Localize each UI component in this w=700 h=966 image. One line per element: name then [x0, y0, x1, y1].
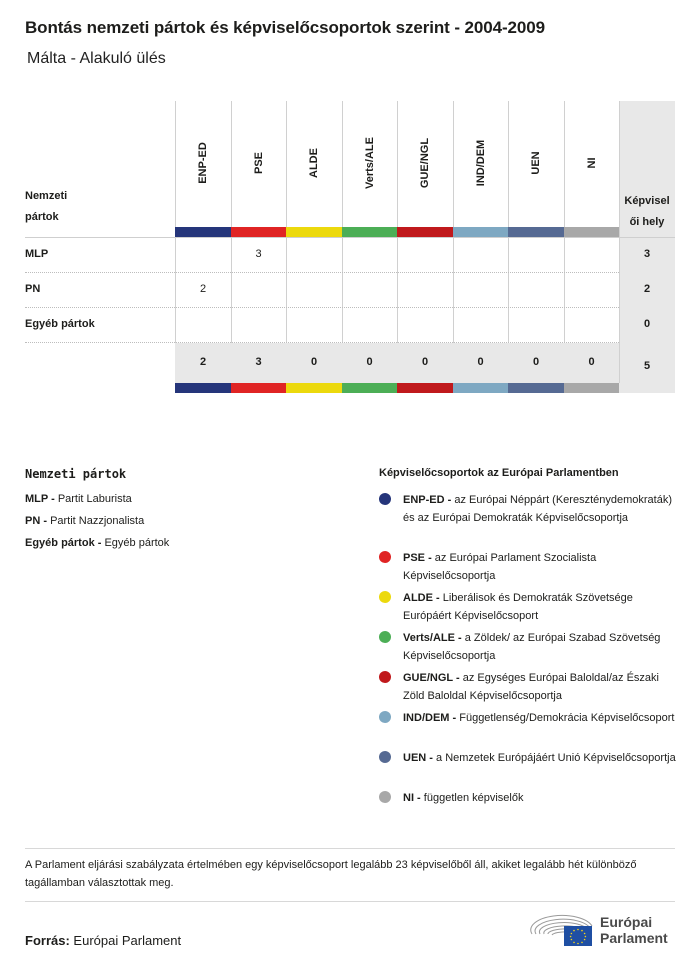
table-cell: 3 — [255, 248, 262, 260]
hemicycle-icon — [530, 912, 594, 952]
row-divider — [25, 237, 675, 238]
row-label: Egyéb pártok — [25, 318, 95, 330]
group-color-dot-icon — [379, 711, 391, 723]
column-header-label: NI — [585, 157, 598, 169]
source-label: Forrás: — [25, 933, 70, 948]
group-color-bar — [564, 227, 620, 237]
logo-line1: Európai — [600, 914, 653, 930]
group-color-bar — [564, 383, 620, 393]
seats-header-line1: Képvisel — [624, 195, 670, 207]
row-header — [25, 186, 67, 228]
group-color-bar — [286, 227, 342, 237]
legend-text — [403, 749, 678, 767]
group-color-bar — [453, 383, 509, 393]
legend-name: az Európai Néppárt (Kereszténydemokraták) és az Európai Demokraták Képviselőcsoportja — [403, 494, 673, 524]
legend-national-title: Nemzeti pártok — [25, 467, 127, 481]
column-header-label: IND/DEM — [474, 139, 487, 187]
column-header-label: GUE/NGL — [419, 137, 431, 189]
column-header-label: UEN — [530, 151, 542, 175]
row-divider — [25, 342, 619, 343]
legend-text — [403, 629, 678, 665]
legend-abbr: Egyéb pártok - — [25, 537, 102, 549]
legend-text — [403, 709, 678, 727]
row-total: 2 — [643, 283, 651, 295]
column-header-alde — [286, 101, 342, 228]
logo-text — [600, 914, 668, 946]
group-color-bar — [342, 227, 398, 237]
column-total: 0 — [310, 356, 318, 368]
legend-abbr: ALDE - — [403, 592, 440, 604]
legend-abbr: GUE/NGL - — [403, 672, 460, 684]
legend-text — [403, 491, 678, 527]
divider — [25, 848, 675, 849]
column-header-ni — [564, 101, 620, 228]
group-color-dot-icon — [379, 493, 391, 505]
row-total: 3 — [643, 248, 651, 260]
row-divider — [25, 272, 619, 273]
legend-name: Egyéb pártok — [104, 537, 170, 549]
group-color-dot-icon — [379, 551, 391, 563]
grand-total: 5 — [643, 360, 651, 372]
ep-logo — [530, 912, 680, 952]
column-header-label: ENP-ED — [197, 142, 209, 184]
seats-table — [25, 101, 675, 393]
legend-name: Függetlenség/Demokrácia Képviselőcsoport — [459, 712, 675, 724]
column-header-ind-dem — [453, 101, 509, 228]
column-header-label: Verts/ALE — [363, 137, 376, 189]
group-color-bar — [508, 383, 564, 393]
table-cell: 2 — [199, 283, 207, 295]
group-color-bar — [231, 227, 287, 237]
group-color-dot-icon — [379, 791, 391, 803]
column-total: 0 — [366, 356, 373, 368]
group-color-dot-icon — [379, 591, 391, 603]
page-subtitle: Málta - Alakuló ülés — [27, 50, 166, 67]
column-total: 0 — [477, 356, 484, 368]
column-header-pse — [231, 101, 287, 228]
row-divider — [25, 307, 619, 308]
group-color-bar — [175, 383, 231, 393]
legend-national-item — [25, 493, 132, 505]
legend-name: az Európai Parlament Szocialista Képviselőcsoportja — [403, 552, 597, 582]
column-header-uen — [508, 101, 564, 228]
legend-name: a Nemzetek Európájáért Unió Képviselőcsoportja — [436, 752, 676, 764]
column-header-enp-ed — [175, 101, 231, 228]
group-color-bar — [231, 383, 287, 393]
legend-abbr: ENP-ED - — [403, 494, 452, 506]
legend-abbr: UEN - — [403, 752, 433, 764]
source — [25, 933, 181, 948]
column-total: 2 — [199, 356, 207, 368]
legend-name: Partit Laburista — [57, 493, 132, 505]
group-color-bar — [175, 227, 231, 237]
divider — [25, 901, 675, 902]
column-total: 3 — [255, 356, 262, 368]
legend-abbr: Verts/ALE - — [403, 632, 462, 644]
group-color-bar — [342, 383, 398, 393]
seats-column — [619, 101, 675, 393]
legend-abbr: IND/DEM - — [403, 712, 457, 724]
column-header-verts-ale — [342, 101, 398, 228]
legend-text — [403, 549, 678, 585]
legend-groups-title: Képviselőcsoportok az Európai Parlamentben — [379, 467, 619, 479]
column-total: 0 — [532, 356, 540, 368]
group-color-bar — [397, 227, 453, 237]
row-label: MLP — [25, 248, 49, 260]
legend-text — [403, 789, 678, 807]
row-header-line2: pártok — [25, 211, 59, 223]
legend-abbr: NI - — [403, 792, 421, 804]
column-header-label: PSE — [252, 151, 265, 175]
logo-line2: Parlament — [600, 930, 668, 946]
column-header-label: ALDE — [308, 148, 320, 178]
column-total: 0 — [421, 356, 429, 368]
legend-name: Liberálisok és Demokraták Szövetsége Európáért Képviselőcsoport — [403, 592, 633, 622]
footnote: A Parlament eljárási szabályzata értelmében egy képviselőcsoport legalább 23 képviselőből áll, akiket legalább hét különböző tagállamban választottak meg. — [25, 859, 637, 889]
group-color-dot-icon — [379, 631, 391, 643]
group-color-bar — [508, 227, 564, 237]
group-color-dot-icon — [379, 751, 391, 763]
legend-abbr: PN - — [25, 515, 47, 527]
legend-text — [403, 669, 678, 705]
group-color-dot-icon — [379, 671, 391, 683]
column-header-gue-ngl — [397, 101, 453, 228]
row-label: PN — [25, 283, 41, 295]
legend-name: Partit Nazzjonalista — [50, 515, 145, 527]
row-total: 0 — [643, 318, 651, 330]
legend-name: független képviselők — [423, 792, 524, 804]
source-value: Európai Parlament — [73, 933, 182, 948]
page-title: Bontás nemzeti pártok és képviselőcsoportok szerint - 2004-2009 — [25, 18, 545, 37]
legend-name: a Zöldek/ az Európai Szabad Szövetség Képviselőcsoportja — [403, 632, 661, 662]
legend-name: az Egységes Európai Baloldal/az Északi Zöld Baloldal Képviselőcsoportja — [403, 672, 659, 702]
column-total: 0 — [588, 356, 595, 368]
legend-national-item — [25, 537, 169, 549]
legend-national-item — [25, 515, 144, 527]
group-color-bar — [397, 383, 453, 393]
legend-text — [403, 589, 678, 625]
group-color-bar — [453, 227, 509, 237]
seats-header-line2: ői hely — [629, 216, 665, 228]
group-color-bar — [286, 383, 342, 393]
seats-column-header — [619, 191, 675, 233]
legend-abbr: MLP - — [25, 493, 55, 505]
legend-abbr: PSE - — [403, 552, 432, 564]
row-header-line1: Nemzeti — [25, 190, 68, 202]
